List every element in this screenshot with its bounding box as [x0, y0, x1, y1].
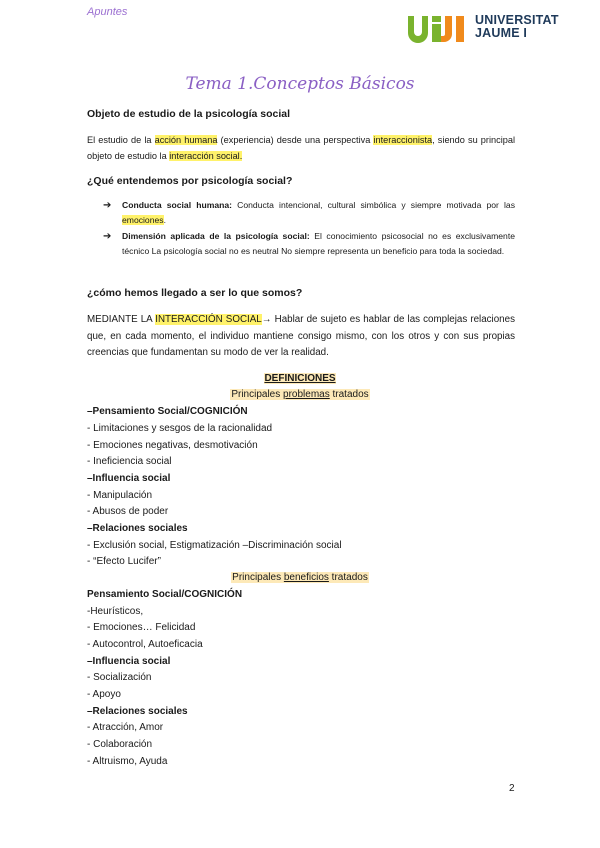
- arrow-icon: ➔: [103, 200, 112, 211]
- header-label: Apuntes: [87, 6, 128, 18]
- arrow-icon: ➔: [103, 231, 112, 242]
- section3-paragraph: [87, 312, 515, 362]
- bullet-item: [103, 198, 515, 228]
- list-item: - “Efecto Lucifer”: [87, 556, 161, 567]
- list-item: - Altruismo, Ayuda: [87, 756, 168, 767]
- bullet1-text: Conducta intencional, cultural simbólica y siempre motivada por las: [232, 200, 515, 210]
- benefits-subtitle: [0, 572, 600, 583]
- list-item: - Abusos de poder: [87, 506, 169, 517]
- definitions-title-row: [0, 373, 600, 384]
- s3-text1: MEDIANTE LA: [87, 314, 156, 325]
- list-item: –Influencia social: [87, 656, 171, 667]
- benefits-pre: Principales: [232, 572, 284, 583]
- s3-text2: → Hablar de sujeto es hablar de las complejas relaciones que, en cada momento, el individuo mantiene consigo mismo, con los otros y con sus propias creencias que fundamentan su modo de ver la realidad.: [87, 314, 515, 358]
- bullet1-term: Conducta social humana:: [122, 200, 233, 210]
- list-item: - Colaboración: [87, 739, 153, 750]
- list-item: - Limitaciones y sesgos de la racionalidad: [87, 423, 273, 434]
- s1-text2: (experiencia) desde una perspectiva: [217, 135, 374, 145]
- list-item: - Emociones… Felicidad: [87, 622, 196, 633]
- list-item: -Heurísticos,: [87, 606, 144, 617]
- list-item: - Socialización: [87, 672, 152, 683]
- uji-logo-icon: [407, 14, 469, 44]
- problems-word: problemas: [283, 389, 330, 400]
- bullet1-highlight: emociones: [122, 215, 164, 225]
- bullet-item: [103, 229, 515, 259]
- problems-subtitle: [0, 389, 600, 400]
- benefits-word: beneficios: [283, 572, 329, 583]
- bullet1-end: .: [163, 215, 166, 225]
- bullet2-text: El conocimiento psicosocial no es exclusivamente técnico La psicología social no es neutral No siempre representa un beneficio para toda la sociedad.: [122, 231, 515, 256]
- section1-paragraph: [87, 132, 515, 164]
- list-item: –Pensamiento Social/COGNICIÓN: [87, 406, 248, 417]
- section3-heading: ¿cómo hemos llegado a ser lo que somos?: [87, 287, 303, 299]
- page-number: 2: [509, 783, 515, 794]
- list-item: –Relaciones sociales: [87, 523, 188, 534]
- problems-pre: Principales: [231, 389, 284, 400]
- list-item: –Relaciones sociales: [87, 706, 188, 717]
- list-item: - Atracción, Amor: [87, 722, 164, 733]
- benefits-post: tratados: [328, 572, 368, 583]
- logo-line2: JAUME I: [475, 26, 528, 40]
- section1-heading: Objeto de estudio de la psicología social: [87, 108, 291, 120]
- bullet2-term: Dimensión aplicada de la psicología social:: [122, 231, 310, 241]
- s1-text3: , siendo su principal objeto de estudio la: [87, 135, 516, 161]
- university-logo: [407, 14, 577, 46]
- s1-highlight2: interaccionista: [373, 135, 433, 145]
- list-item: Pensamiento Social/COGNICIÓN: [87, 589, 243, 600]
- logo-text: [475, 14, 559, 40]
- s1-highlight1: acción humana: [154, 135, 218, 145]
- list-item: - Emociones negativas, desmotivación: [87, 440, 258, 451]
- list-item: - Ineficiencia social: [87, 456, 172, 467]
- definitions-title: DEFINICIONES: [264, 373, 336, 384]
- s3-highlight: INTERACCIÓN SOCIAL: [155, 314, 262, 325]
- list-item: - Manipulación: [87, 490, 153, 501]
- list-item: - Autocontrol, Autoeficacia: [87, 639, 203, 650]
- s1-highlight3: interacción social.: [169, 151, 243, 161]
- list-item: - Exclusión social, Estigmatización –Discriminación social: [87, 540, 342, 551]
- list-item: –Influencia social: [87, 473, 171, 484]
- page-title: Tema 1.Conceptos Básicos: [185, 74, 415, 94]
- list-item: - Apoyo: [87, 689, 121, 700]
- s1-text1: El estudio de la: [87, 135, 155, 145]
- problems-post: tratados: [329, 389, 369, 400]
- logo-line1: UNIVERSITAT: [475, 13, 559, 27]
- section2-heading: ¿Qué entendemos por psicología social?: [87, 175, 293, 187]
